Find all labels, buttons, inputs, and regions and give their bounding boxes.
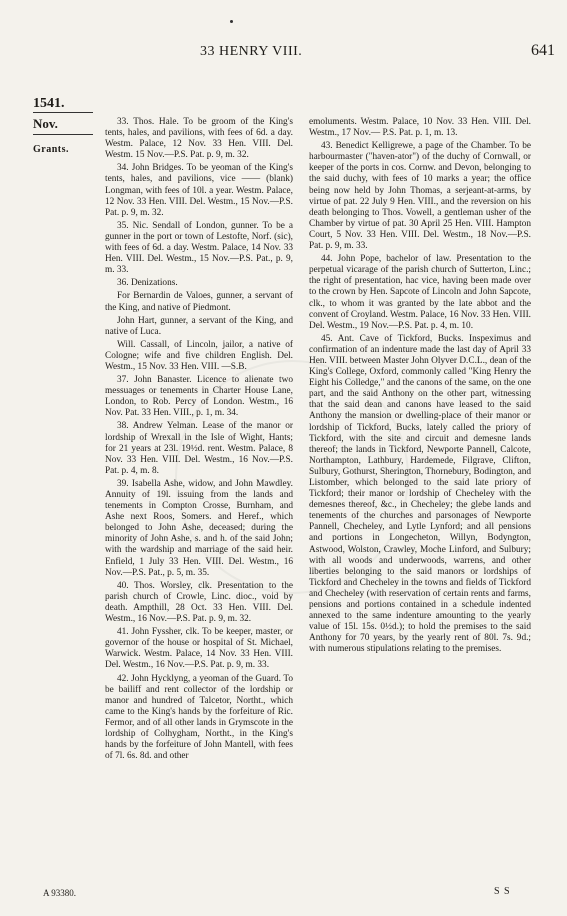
entry-paragraph: 36. Denizations. bbox=[117, 278, 178, 289]
margin-year: 1541. bbox=[33, 96, 65, 111]
decorative-dot bbox=[230, 20, 233, 23]
running-header bbox=[0, 44, 567, 66]
entry-paragraph: 37. John Banaster. Licence to alienate two messuages or tenements in Charter House Lane, London, to Rob. Percy of London. Westm., 16 Nov. Pat. 33 Hen. VIII., p. 1, m. 34. bbox=[105, 375, 293, 419]
margin-month: Nov. bbox=[33, 116, 58, 131]
entry-paragraph: 40. Thos. Worsley, clk. Presentation to the parish church of Crowle, Linc. dioc., void by death. Ampthill, 28 Oct. 33 Hen. VIII. Del. Westm., 16 Nov.—P.S. Pat. p. 9, m. 32. bbox=[105, 580, 293, 625]
entry-paragraph: 38. Andrew Yelman. Lease of the manor or lordship of Wrexall in the Isle of Wight, Hants; for 21 years at 23l. 19½d. rent. Westm. Palace, 8 Nov. 33 Hen. VIII. Del. Westm., 16 Nov.—P.S. Pat. p. 4, m. 8. bbox=[105, 421, 293, 476]
entry-paragraph: 33. Thos. Hale. To be groom of the King's tents, hales, and pavilions, with fees of 6d. a day. Westm. Palace, 12 Nov. 33 Hen. VIII. Del. Westm. 15 Nov.—P.S. Pat. p. 9, m. 32. bbox=[105, 117, 293, 161]
footer-signature-right: S S bbox=[494, 886, 511, 897]
entry-paragraph: 35. Nic. Sendall of London, gunner. To be a gunner in the port or town of Lestofte, Norf. (sic), with fees of 6d. a day. Westm. Palace, 14 Nov. 33 Hen. VIII. Del. Westm., 15 Nov.—P.S. Pat., p. 9, m. 33. bbox=[105, 220, 293, 276]
entry-paragraph: 41. John Fyssher, clk. To be keeper, master, or governor of the house or hospital of St. Michael, Warwick. Westm. Palace, 14 Nov. 33 Hen. VIII. Del. Westm., 16 Nov.—P.S. Pat. p. 9, m. 33. bbox=[105, 627, 293, 671]
text-column-left bbox=[105, 117, 293, 764]
entry-paragraph: Will. Cassall, of Lincoln, jailor, a native of Cologne; wife and five children English. Del. Westm., 15 Nov. 33 Hen. VIII. —S.B. bbox=[105, 339, 293, 372]
margin-rule bbox=[33, 112, 93, 113]
entry-paragraph: For Bernardin de Valoes, gunner, a servant of the King, and native of Piedmont. bbox=[105, 291, 293, 313]
entry-paragraph: 42. John Hycklyng, a yeoman of the Guard. To be bailiff and rent collector of the lordship or manor and hundred of Talcetor, Northt., which came to the King's hands by the forfeiture of Ric. Fermor, and of all other lands in Grymscote in the lordship of Colhygham, Northt., in the King's hands by the forfeiture of John Mantell, with fees of 7l. 6s. 8d. and other bbox=[105, 673, 293, 762]
header-title: 33 HENRY VIII. bbox=[200, 44, 303, 59]
entry-paragraph: 34. John Bridges. To be yeoman of the King's tents, hales, and pavilions, vice —— (blank) Longman, with fees of 10l. a year. Westm. Palace, 12 Nov. 33 Hen. VIII. Del. Westm., 15 Nov.—P.S. Pat. p. 9, m. 32. bbox=[105, 163, 293, 218]
page-number: 641 bbox=[531, 42, 555, 59]
entry-paragraph: emoluments. Westm. Palace, 10 Nov. 33 Hen. VIII. Del. Westm., 17 Nov.— P.S. Pat. p. 1, m. 13. bbox=[309, 117, 531, 139]
entry-paragraph: 43. Benedict Kelligrewe, a page of the Chamber. To be harbourmaster ("haven-ator") of the duchy of Cornwall, or keeper of the ports in cos. Cornw. and Devon, belonging to the said duchy, with fees of 10 marks a year; the office being now held by John Thomas, a serjeant-at-arms, by virtue of pat. 22 July 9 Hen. VIII., and the reversion on his death belonging to Thos. Vowell, a gentleman usher of the Chamber by virtue of pat. 30 April 25 Hen. VIII. Hampton Court, 5 Nov. 33 Hen. VIII. Del. Westm., 18 Nov.—P.S. Pat. p. 9, m. 33. bbox=[309, 141, 531, 252]
entry-paragraph: 45. Ant. Cave of Tickford, Bucks. Inspeximus and confirmation of an indenture made the last day of April 33 Hen. VIII. between Master John Olyver D.C.L., dean of the King's College, Oxford, commonly called "King Henry the Eight his Colledge," and the canons of the same, on the one part, and the said Anthony on the other part, witnessing that the said dean and canons have leased to the said Anthony the mansion or dwelling-place of their manor or lordship of Tickford, Bucks, lately called the priory of Tickford, with the site and circuit and demesne lands thereof; the lands in Tickford, Newporte Pannell, Calcote, Northampton, Lathbury, Hardemede, Filgrave, Clifton, Sulbury, Gothurst, Sherington, Thornebury, Bodington, and Listomber, which belonged to the said late priory of Tickford; their manor or lordship of Checheley with the demesnes thereof, &c., in Checheley; the glebe lands and tenements of the churches and parsonages of Newporte Pannell, Checheley, and Lytle Lynford; and all pensions and portions in Longecheton, Willyn, Bodyngton, Astwood, Wolston, Crawley, Moche Linford, and Sulbury; with all woods and underwoods, warrens, and other liberties belonging to the said manors or lordships of Tickford and Checheley in the towns and fields of Tickford and Checheley (with reservation of certain rents and farms, pensions and portions contained in a schedule indented annexed to the same indenture amounting to the yearly value of 15l. 15s. 0½d.); to hold the premises to the said Anthony for 70 years, by the yearly rent of 80l. 7s. 9d.; with numerous stipulations relating to the premises. bbox=[309, 333, 531, 655]
margin-rule bbox=[33, 134, 93, 135]
margin-section: Grants. bbox=[33, 144, 69, 155]
entry-paragraph: 39. Isabella Ashe, widow, and John Mawdley. Annuity of 19l. issuing from the lands and tenements in Compton Crosse, Burnham, and Ashe next Roos, Somers. and Heref., which belonged to John Ashe, deceased; during the minority of John Ashe, s. and h. of the said John; with the wardship and marriage of the said heir. Enfield, 1 July 33 Hen. VIII. Del. Westm., 16 Nov.—P.S. Pat., p. 5, m. 35. bbox=[105, 478, 293, 578]
entry-paragraph: 44. John Pope, bachelor of law. Presentation to the perpetual vicarage of the parish church of Sutterton, Linc.; the right of presentation, hac vice, having been made over to the crown by Hen. Sapcote of Lincoln and John Sapcote, clk., to whom it was granted by the late abbot and the convent of Croyland. Westm. Palace, 16 Nov. 33 Hen. VIII. Del. Westm., 19 Nov.—P.S. Pat. p. 4, m. 10. bbox=[309, 254, 531, 331]
text-column-right bbox=[309, 117, 531, 658]
entry-paragraph: John Hart, gunner, a servant of the King, and native of Luca. bbox=[105, 315, 293, 337]
footer-signature-left: A 93380. bbox=[43, 888, 77, 898]
